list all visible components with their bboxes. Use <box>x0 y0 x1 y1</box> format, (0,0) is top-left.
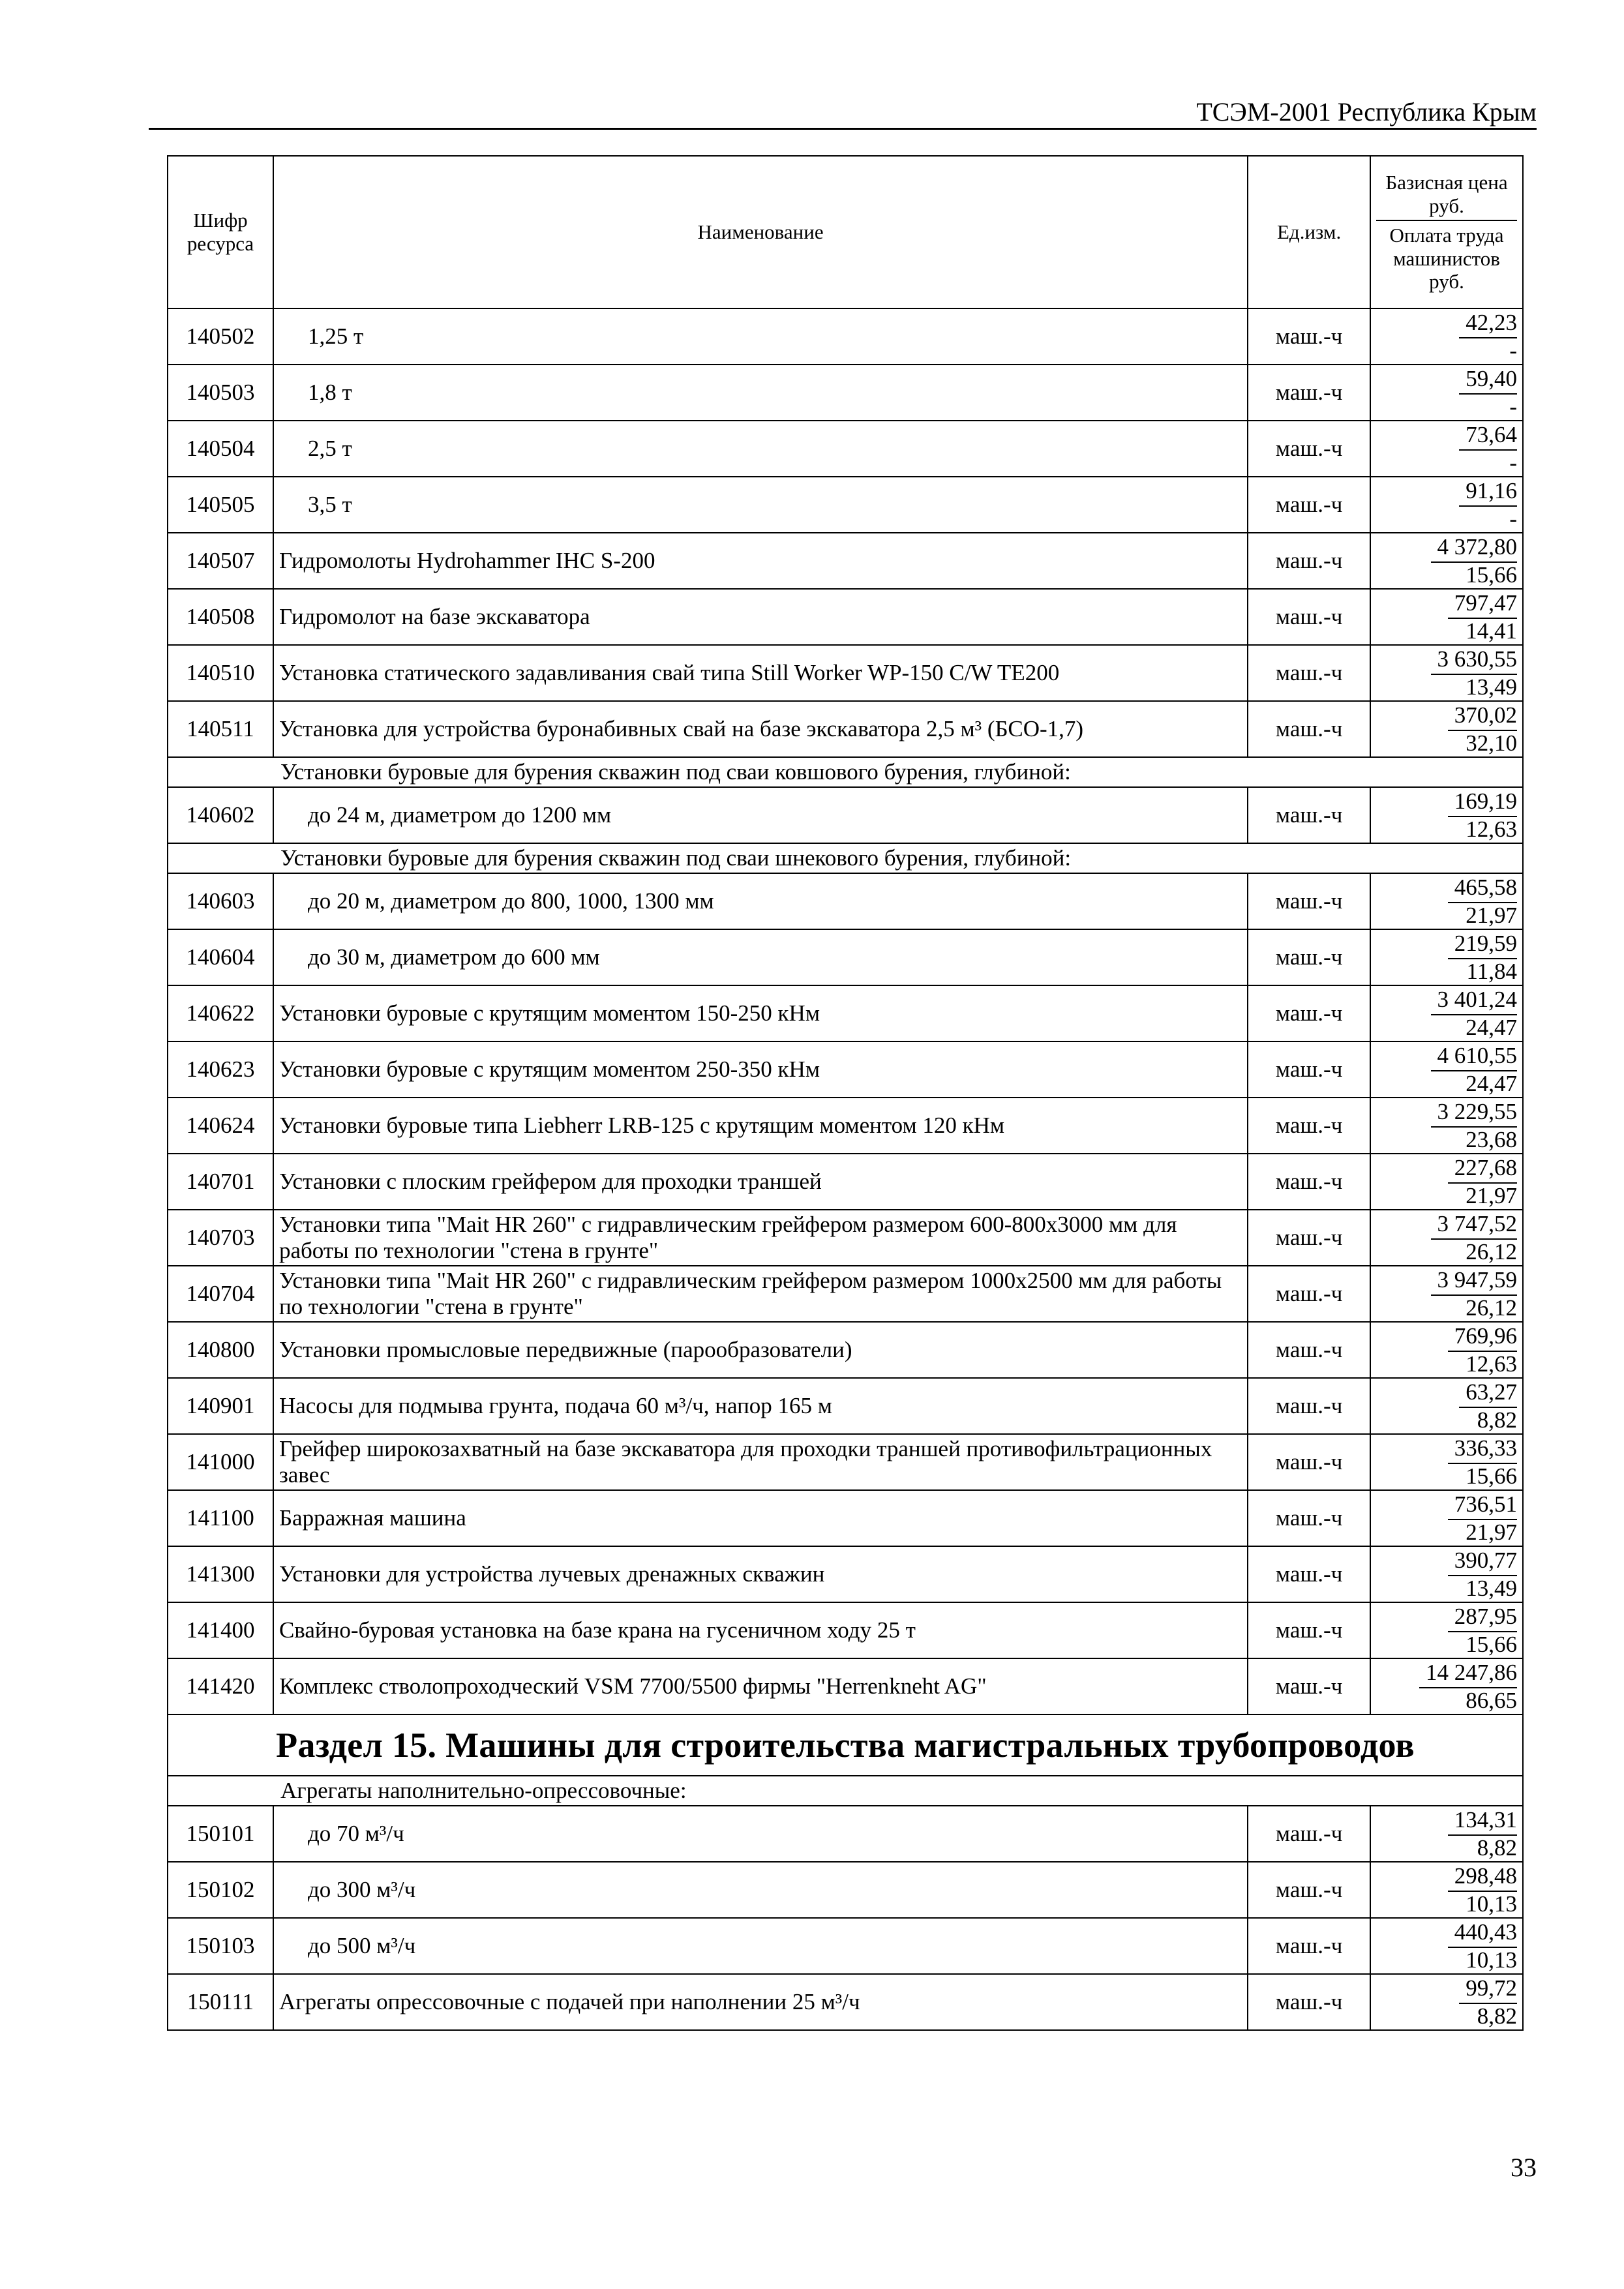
base-price: 287,95 <box>1448 1604 1517 1632</box>
resource-name-text: 2,5 т <box>307 435 352 461</box>
resource-name <box>273 1378 1248 1434</box>
col-header-price <box>1370 156 1523 308</box>
operator-pay: - <box>1509 393 1517 419</box>
operator-pay: 15,66 <box>1466 1631 1517 1657</box>
base-price: 440,43 <box>1448 1920 1517 1948</box>
resource-price <box>1370 421 1523 477</box>
table-row <box>168 1546 1523 1602</box>
resource-price <box>1370 701 1523 757</box>
resource-unit: маш.-ч <box>1248 1974 1370 2030</box>
resource-name <box>273 1658 1248 1714</box>
resource-price <box>1370 873 1523 929</box>
resource-name <box>273 1546 1248 1602</box>
resource-unit: маш.-ч <box>1248 1154 1370 1210</box>
operator-pay: 26,12 <box>1466 1294 1517 1321</box>
resource-name <box>273 589 1248 645</box>
table-row <box>168 1918 1523 1974</box>
resource-unit: маш.-ч <box>1248 701 1370 757</box>
group-heading-row <box>168 1776 1523 1806</box>
resource-name-text: Установки промысловые передвижные (парообразователи) <box>278 1336 852 1362</box>
resource-name-text: Гидромолоты Hydrohammer IHC S-200 <box>278 547 655 573</box>
resource-unit: маш.-ч <box>1248 1322 1370 1378</box>
table-row <box>168 421 1523 477</box>
resource-unit: маш.-ч <box>1248 308 1370 365</box>
table-row <box>168 873 1523 929</box>
resource-name <box>273 1154 1248 1210</box>
resource-unit: маш.-ч <box>1248 1658 1370 1714</box>
resource-name <box>273 1266 1248 1322</box>
resource-unit: маш.-ч <box>1248 1378 1370 1434</box>
resource-code: 150103 <box>168 1918 273 1974</box>
operator-pay: 21,97 <box>1466 1519 1517 1545</box>
resource-unit: маш.-ч <box>1248 533 1370 589</box>
group-heading-row <box>168 843 1523 873</box>
resource-name <box>273 533 1248 589</box>
resource-code: 141100 <box>168 1490 273 1546</box>
resource-name-text: Установки для устройства лучевых дренажных скважин <box>278 1561 825 1587</box>
operator-pay: 24,47 <box>1466 1070 1517 1096</box>
table-body <box>168 308 1523 2030</box>
resource-price <box>1370 1602 1523 1658</box>
resource-code: 140602 <box>168 787 273 843</box>
table-row <box>168 477 1523 533</box>
table-row <box>168 1602 1523 1658</box>
resource-code: 141420 <box>168 1658 273 1714</box>
base-price: 99,72 <box>1459 1976 1517 2004</box>
base-price: 91,16 <box>1459 479 1517 507</box>
resource-code: 140703 <box>168 1210 273 1266</box>
table-row <box>168 1154 1523 1210</box>
resource-name-text: Грейфер широкозахватный на базе экскаватора для проходки траншей противофильтрационных завес <box>278 1435 1212 1488</box>
resource-code: 150102 <box>168 1862 273 1918</box>
resource-price <box>1370 1546 1523 1602</box>
base-price: 769,96 <box>1448 1324 1517 1352</box>
resource-price <box>1370 1434 1523 1490</box>
resource-unit: маш.-ч <box>1248 1210 1370 1266</box>
resource-unit: маш.-ч <box>1248 1918 1370 1974</box>
col-header-code: Шифр ресурса <box>168 156 273 308</box>
resource-code: 140800 <box>168 1322 273 1378</box>
resource-name <box>273 308 1248 365</box>
table-row <box>168 533 1523 589</box>
base-price: 298,48 <box>1448 1864 1517 1892</box>
table-row <box>168 1041 1523 1098</box>
resource-unit: маш.-ч <box>1248 1266 1370 1322</box>
base-price: 465,58 <box>1448 875 1517 903</box>
base-price: 3 229,55 <box>1431 1100 1518 1128</box>
resource-price <box>1370 645 1523 701</box>
group-heading: Установки буровые для бурения скважин под сваи шнекового бурения, глубиной: <box>168 843 1523 873</box>
resource-price <box>1370 589 1523 645</box>
operator-pay: 8,82 <box>1477 1834 1517 1861</box>
resource-code: 140502 <box>168 308 273 365</box>
group-heading: Установки буровые для бурения скважин под сваи ковшового бурения, глубиной: <box>168 757 1523 787</box>
resource-name-text: Установка для устройства буронабивных свай на базе экскаватора 2,5 м³ (БСО-1,7) <box>278 715 1084 741</box>
resource-code: 140701 <box>168 1154 273 1210</box>
table-row <box>168 1434 1523 1490</box>
operator-pay: 13,49 <box>1466 674 1517 700</box>
resource-unit: маш.-ч <box>1248 929 1370 985</box>
resource-name-text: Свайно-буровая установка на базе крана на гусеничном ходу 25 т <box>278 1617 916 1643</box>
base-price: 736,51 <box>1448 1492 1517 1520</box>
base-price: 3 401,24 <box>1431 987 1518 1015</box>
table-row <box>168 1378 1523 1434</box>
document-header-title: ТСЭМ-2001 Республика Крым <box>1196 97 1537 127</box>
resource-name-text: до 70 м³/ч <box>307 1820 404 1846</box>
resource-price <box>1370 985 1523 1041</box>
table-row <box>168 1098 1523 1154</box>
resource-name <box>273 477 1248 533</box>
table-row <box>168 929 1523 985</box>
table-row <box>168 645 1523 701</box>
col-header-unit: Ед.изм. <box>1248 156 1370 308</box>
table-row <box>168 308 1523 365</box>
resource-name <box>273 1210 1248 1266</box>
resource-unit: маш.-ч <box>1248 1806 1370 1862</box>
base-price: 42,23 <box>1459 310 1517 338</box>
resource-name <box>273 1434 1248 1490</box>
base-price: 4 610,55 <box>1431 1043 1518 1071</box>
resource-price <box>1370 1918 1523 1974</box>
table-row <box>168 985 1523 1041</box>
operator-pay: 8,82 <box>1477 1407 1517 1433</box>
resource-price <box>1370 308 1523 365</box>
resource-unit: маш.-ч <box>1248 421 1370 477</box>
resource-name <box>273 1041 1248 1098</box>
resource-code: 140510 <box>168 645 273 701</box>
price-table <box>167 155 1524 2031</box>
base-price: 4 372,80 <box>1431 535 1518 563</box>
resource-price <box>1370 477 1523 533</box>
table-row <box>168 1210 1523 1266</box>
resource-name <box>273 985 1248 1041</box>
resource-name-text: до 24 м, диаметром до 1200 мм <box>307 801 612 828</box>
table-row <box>168 787 1523 843</box>
base-price: 3 947,59 <box>1431 1268 1518 1296</box>
resource-price <box>1370 533 1523 589</box>
base-price: 227,68 <box>1448 1156 1517 1184</box>
base-price: 169,19 <box>1448 789 1517 817</box>
base-price: 370,02 <box>1448 703 1517 731</box>
resource-code: 141400 <box>168 1602 273 1658</box>
group-heading-row <box>168 757 1523 787</box>
col-header-price-pay: Оплата труда машинистов руб. <box>1389 224 1504 293</box>
resource-price <box>1370 1974 1523 2030</box>
resource-code: 141000 <box>168 1434 273 1490</box>
resource-name <box>273 1490 1248 1546</box>
base-price: 59,40 <box>1459 367 1517 395</box>
table-row <box>168 365 1523 421</box>
resource-name-text: 1,8 т <box>307 379 352 405</box>
resource-name-text: Агрегаты опрессовочные с подачей при наполнении 25 м³/ч <box>278 1988 860 2014</box>
resource-code: 140604 <box>168 929 273 985</box>
resource-unit: маш.-ч <box>1248 365 1370 421</box>
table-row <box>168 1490 1523 1546</box>
resource-price <box>1370 787 1523 843</box>
operator-pay: 8,82 <box>1477 2003 1517 2029</box>
operator-pay: 14,41 <box>1466 618 1517 644</box>
resource-price <box>1370 1041 1523 1098</box>
operator-pay: 11,84 <box>1466 958 1517 984</box>
base-price: 134,31 <box>1448 1808 1517 1836</box>
operator-pay: 21,97 <box>1466 902 1517 928</box>
section-heading: Раздел 15. Машины для строительства магистральных трубопроводов <box>168 1714 1523 1776</box>
table-row <box>168 1862 1523 1918</box>
base-price: 336,33 <box>1448 1436 1517 1464</box>
resource-name-text: Установки буровые с крутящим моментом 150-250 кНм <box>278 1000 820 1026</box>
operator-pay: 21,97 <box>1466 1182 1517 1208</box>
operator-pay: 23,68 <box>1466 1126 1517 1152</box>
table-row <box>168 1658 1523 1714</box>
resource-code: 140901 <box>168 1378 273 1434</box>
resource-code: 140624 <box>168 1098 273 1154</box>
operator-pay: - <box>1509 449 1517 475</box>
resource-price <box>1370 1378 1523 1434</box>
resource-name-text: Гидромолот на базе экскаватора <box>278 603 590 629</box>
page-number: 33 <box>1511 2153 1537 2182</box>
operator-pay: 10,13 <box>1466 1891 1517 1917</box>
col-header-price-base: Базисная цена руб. <box>1376 168 1517 221</box>
resource-name <box>273 929 1248 985</box>
resource-name-text: Установка статического задавливания свай типа Still Worker WP-150 C/W TE200 <box>278 659 1060 685</box>
resource-code: 150101 <box>168 1806 273 1862</box>
operator-pay: 12,63 <box>1466 816 1517 842</box>
resource-code: 140511 <box>168 701 273 757</box>
resource-name <box>273 1098 1248 1154</box>
operator-pay: 32,10 <box>1466 730 1517 756</box>
base-price: 219,59 <box>1448 931 1517 959</box>
resource-name <box>273 645 1248 701</box>
resource-name-text: Установки типа "Mait HR 260" с гидравлическим грейфером размером 1000х2500 мм для работы по технологии "стена в грунте" <box>278 1267 1222 1319</box>
resource-price <box>1370 1322 1523 1378</box>
resource-unit: маш.-ч <box>1248 589 1370 645</box>
resource-code: 140603 <box>168 873 273 929</box>
resource-name-text: Установки буровые типа Liebherr LRB-125 с крутящим моментом 120 кНм <box>278 1112 1005 1138</box>
resource-unit: маш.-ч <box>1248 787 1370 843</box>
base-price: 797,47 <box>1448 591 1517 619</box>
table-row <box>168 1322 1523 1378</box>
resource-price <box>1370 929 1523 985</box>
resource-code: 140505 <box>168 477 273 533</box>
resource-price <box>1370 1658 1523 1714</box>
resource-unit: маш.-ч <box>1248 1862 1370 1918</box>
resource-name-text: Барражная машина <box>278 1504 466 1531</box>
operator-pay: - <box>1509 505 1517 531</box>
operator-pay: 10,13 <box>1466 1947 1517 1973</box>
resource-code: 150111 <box>168 1974 273 2030</box>
table-row <box>168 701 1523 757</box>
resource-name <box>273 1974 1248 2030</box>
resource-unit: маш.-ч <box>1248 1434 1370 1490</box>
resource-name-text: до 500 м³/ч <box>307 1932 416 1958</box>
base-price: 390,77 <box>1448 1548 1517 1576</box>
operator-pay: 24,47 <box>1466 1014 1517 1040</box>
resource-unit: маш.-ч <box>1248 477 1370 533</box>
resource-code: 141300 <box>168 1546 273 1602</box>
resource-code: 140622 <box>168 985 273 1041</box>
resource-price <box>1370 1806 1523 1862</box>
resource-name-text: до 20 м, диаметром до 800, 1000, 1300 мм <box>307 888 714 914</box>
resource-price <box>1370 1266 1523 1322</box>
resource-name <box>273 1862 1248 1918</box>
operator-pay: - <box>1509 337 1517 363</box>
resource-name-text: до 300 м³/ч <box>307 1876 416 1902</box>
resource-name <box>273 701 1248 757</box>
resource-name-text: 3,5 т <box>307 491 352 517</box>
table-row <box>168 1974 1523 2030</box>
resource-code: 140704 <box>168 1266 273 1322</box>
resource-code: 140503 <box>168 365 273 421</box>
operator-pay: 86,65 <box>1466 1687 1517 1713</box>
table-row <box>168 589 1523 645</box>
section-heading-row <box>168 1714 1523 1776</box>
operator-pay: 13,49 <box>1466 1575 1517 1601</box>
base-price: 14 247,86 <box>1419 1660 1517 1688</box>
resource-name-text: до 30 м, диаметром до 600 мм <box>307 944 600 970</box>
resource-name <box>273 787 1248 843</box>
resource-price <box>1370 1862 1523 1918</box>
operator-pay: 12,63 <box>1466 1351 1517 1377</box>
base-price: 73,64 <box>1459 423 1517 451</box>
resource-unit: маш.-ч <box>1248 873 1370 929</box>
resource-name-text: Комплекс стволопроходческий VSM 7700/5500 фирмы "Herrenkneht AG" <box>278 1673 987 1699</box>
resource-unit: маш.-ч <box>1248 1602 1370 1658</box>
resource-name-text: Установки буровые с крутящим моментом 250-350 кНм <box>278 1056 820 1082</box>
resource-code: 140507 <box>168 533 273 589</box>
base-price: 3 747,52 <box>1431 1212 1518 1240</box>
base-price: 63,27 <box>1459 1380 1517 1408</box>
resource-name-text: Установки с плоским грейфером для проходки траншей <box>278 1168 822 1194</box>
resource-unit: маш.-ч <box>1248 1098 1370 1154</box>
col-header-name: Наименование <box>273 156 1248 308</box>
resource-price <box>1370 1490 1523 1546</box>
resource-unit: маш.-ч <box>1248 1546 1370 1602</box>
operator-pay: 15,66 <box>1466 1463 1517 1489</box>
resource-name <box>273 365 1248 421</box>
resource-price <box>1370 365 1523 421</box>
base-price: 3 630,55 <box>1431 647 1518 675</box>
resource-unit: маш.-ч <box>1248 645 1370 701</box>
resource-code: 140504 <box>168 421 273 477</box>
group-heading: Агрегаты наполнительно-опрессовочные: <box>168 1776 1523 1806</box>
resource-price <box>1370 1154 1523 1210</box>
resource-price <box>1370 1098 1523 1154</box>
resource-name <box>273 421 1248 477</box>
resource-unit: маш.-ч <box>1248 1041 1370 1098</box>
resource-price <box>1370 1210 1523 1266</box>
resource-name <box>273 1806 1248 1862</box>
resource-code: 140623 <box>168 1041 273 1098</box>
table-header-row <box>168 156 1523 308</box>
resource-name <box>273 873 1248 929</box>
resource-name <box>273 1602 1248 1658</box>
resource-name-text: Установки типа "Mait HR 260" с гидравлическим грейфером размером 600-800х3000 мм для работы по технологии "стена в грунте" <box>278 1211 1177 1263</box>
operator-pay: 26,12 <box>1466 1238 1517 1264</box>
header-rule <box>149 128 1537 130</box>
resource-unit: маш.-ч <box>1248 985 1370 1041</box>
resource-name-text: Насосы для подмыва грунта, подача 60 м³/ч, напор 165 м <box>278 1392 832 1418</box>
resource-code: 140508 <box>168 589 273 645</box>
resource-name-text: 1,25 т <box>307 323 364 349</box>
resource-name <box>273 1322 1248 1378</box>
resource-unit: маш.-ч <box>1248 1490 1370 1546</box>
table-row <box>168 1806 1523 1862</box>
table-row <box>168 1266 1523 1322</box>
resource-name <box>273 1918 1248 1974</box>
operator-pay: 15,66 <box>1466 561 1517 588</box>
